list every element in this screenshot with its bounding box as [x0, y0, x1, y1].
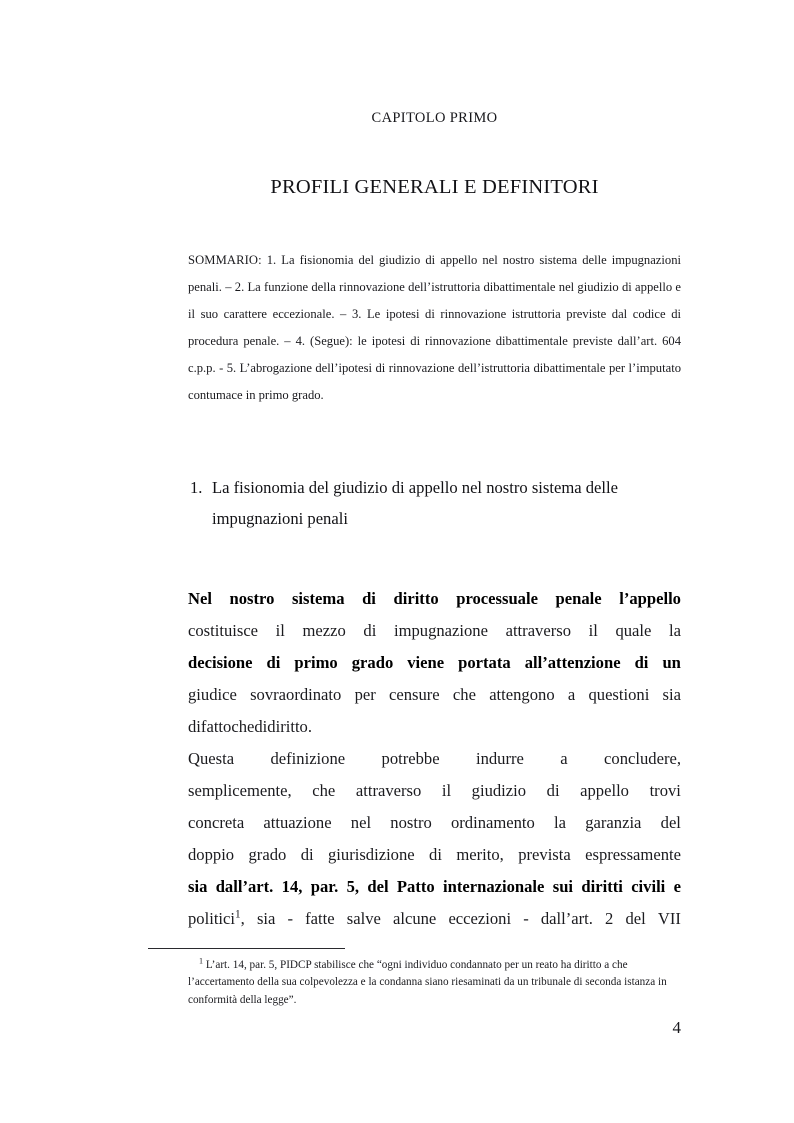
body-word: semplicemente, — [188, 781, 292, 800]
body-word: la — [554, 813, 567, 832]
body-word: primo — [294, 653, 338, 672]
body-word: viene — [407, 653, 445, 672]
body-word: nostro — [229, 589, 275, 608]
section-heading-text-line-2: impugnazioni penali — [212, 509, 348, 528]
body-word: grado — [248, 845, 287, 864]
body-word: civili — [631, 877, 666, 896]
body-word: appello — [580, 781, 629, 800]
body-word: dall’art. — [215, 877, 274, 896]
body-word: salve — [346, 909, 381, 928]
body-paragraph-2 — [188, 743, 681, 935]
body-word: del — [367, 877, 389, 896]
body-word: Nel — [188, 589, 212, 608]
body-word: la — [669, 621, 681, 640]
body-word: giudizio — [471, 781, 527, 800]
body-text — [188, 583, 681, 935]
body-word: di — [266, 653, 281, 672]
body-word: par. — [310, 877, 339, 896]
body-word: eccezioni — [448, 909, 512, 928]
body-word: sia — [256, 909, 276, 928]
body-word: - — [287, 909, 294, 928]
body-word: di — [546, 781, 560, 800]
body-word: portata — [458, 653, 511, 672]
body-word: quale — [615, 621, 652, 640]
body-word: il — [275, 621, 285, 640]
body-word: - — [523, 909, 529, 928]
body-word: merito, — [456, 845, 504, 864]
body-word: sia — [188, 877, 208, 896]
body-word: attuazione — [263, 813, 332, 832]
body-word: per — [354, 685, 376, 704]
body-word: alcune — [393, 909, 437, 928]
footnote-separator — [148, 948, 345, 949]
body-line — [188, 711, 681, 743]
footnote-reference: 1 — [235, 908, 241, 921]
body-word: di — [634, 653, 649, 672]
body-word: definizione — [270, 749, 346, 768]
body-word: processuale — [456, 589, 538, 608]
body-word: decisione — [188, 653, 253, 672]
body-line — [188, 679, 681, 711]
body-word: 14, — [281, 877, 303, 896]
body-word: penale — [555, 589, 602, 608]
body-word: a — [567, 685, 576, 704]
body-word: sui — [552, 877, 574, 896]
body-word: di — [429, 845, 442, 864]
body-word: diritto — [393, 589, 439, 608]
body-word: impugnazione — [393, 621, 488, 640]
body-word: fatte — [305, 909, 335, 928]
body-word: costituisce — [188, 621, 259, 640]
body-word: il — [588, 621, 598, 640]
body-word: di — [363, 621, 377, 640]
body-word: questioni — [588, 685, 650, 704]
body-word: diritti — [581, 877, 623, 896]
section-heading-text-line-1: La fisionomia del giudizio di appello nel nostro sistema delle — [212, 478, 618, 497]
footnote-block — [188, 957, 681, 1009]
body-word: Patto — [396, 877, 435, 896]
body-word: Questa — [188, 749, 235, 768]
body-word: garanzia — [585, 813, 642, 832]
body-line — [188, 871, 681, 903]
summary-text: 1. La fisionomia del giudizio di appello nel nostro sistema delle impugnazioni penali. – 2. La funzione della rinnovazione dell’istruttoria dibattimentale nel giudizio di appello e il suo carattere eccezionale. – 3. Le ipotesi di rinnovazione istruttoria previste dal codice di procedura penale. – 4. (Segue): le ipotesi di rinnovazione dibattimentale previste dall’art. 604 c.p.p. - 5. L’abrogazione dell’ipotesi di rinnovazione dell’istruttoria dibattimentale per l’imputato contumace in primo grado. — [188, 253, 681, 402]
chapter-label: CAPITOLO PRIMO — [371, 110, 498, 126]
summary-label: SOMMARIO: — [188, 253, 262, 267]
body-word: giurisdizione — [328, 845, 415, 864]
body-word: fatto — [200, 717, 232, 736]
body-word: a — [560, 749, 568, 768]
body-word: attraverso — [505, 621, 571, 640]
body-word: concludere, — [604, 749, 681, 768]
body-word: politici$^1$, — [188, 908, 245, 928]
body-word: attraverso — [355, 781, 422, 800]
body-word: all’attenzione — [524, 653, 621, 672]
body-word: internazionale — [443, 877, 545, 896]
body-word: del — [625, 909, 646, 928]
body-word: concreta — [188, 813, 245, 832]
body-word: espressamente — [585, 845, 681, 864]
body-line — [188, 775, 681, 807]
body-word: prevista — [518, 845, 571, 864]
body-word: nostro — [390, 813, 432, 832]
body-word: 5, — [346, 877, 360, 896]
footnote-item — [188, 957, 681, 1009]
body-word: VII — [657, 909, 681, 928]
section-heading-line-1 — [190, 472, 683, 503]
body-word: il — [441, 781, 452, 800]
section-heading-line-2 — [190, 503, 683, 534]
body-word: doppio — [188, 845, 235, 864]
body-word: di — [188, 717, 201, 736]
body-line — [188, 583, 681, 615]
body-word: mezzo — [302, 621, 346, 640]
body-word: che — [452, 685, 476, 704]
body-word: grado — [351, 653, 394, 672]
body-word: di — [362, 589, 376, 608]
footnote-marker: 1 — [199, 956, 204, 966]
body-word: nel — [350, 813, 372, 832]
section-heading — [188, 472, 683, 534]
body-word: trovi — [649, 781, 681, 800]
body-word: sovraordinato — [250, 685, 342, 704]
body-word: potrebbe — [381, 749, 440, 768]
section-heading-number: 1. — [190, 478, 203, 497]
body-word: di — [254, 717, 268, 736]
page-title: PROFILI GENERALI E DEFINITORI — [270, 176, 599, 198]
body-word: ordinamento — [450, 813, 535, 832]
body-line — [188, 839, 681, 871]
body-line — [188, 807, 681, 839]
body-word: e — [673, 877, 681, 896]
body-word: censure — [389, 685, 440, 704]
body-word: che — [312, 781, 336, 800]
body-word: di — [300, 845, 314, 864]
body-word: diritto. — [267, 717, 313, 736]
body-word: attengono — [489, 685, 555, 704]
body-word: l’appello — [619, 589, 681, 608]
body-line — [188, 615, 681, 647]
body-line — [188, 743, 681, 775]
page-number: 4 — [672, 1018, 681, 1037]
body-word: sia — [662, 685, 681, 704]
body-word: del — [660, 813, 681, 832]
body-word: indurre — [475, 749, 524, 768]
body-word: 2 — [605, 909, 614, 928]
body-paragraph-1 — [188, 583, 681, 743]
body-line — [188, 647, 681, 679]
body-word: che — [231, 717, 255, 736]
footnote-text: L’art. 14, par. 5, PIDCP stabilisce che “ogni individuo condannato per un reato ha diritto a che l’accertamento della sua colpevolezza e la condanna siano riesaminati da un tribunale di seconda istanza in conformità della legge”. — [188, 959, 667, 1006]
body-word: giudice — [188, 685, 237, 704]
body-word: dall’art. — [540, 909, 593, 928]
body-word: sistema — [291, 589, 345, 608]
body-line — [188, 903, 681, 935]
body-word: un — [662, 653, 681, 672]
summary-block — [188, 247, 681, 408]
